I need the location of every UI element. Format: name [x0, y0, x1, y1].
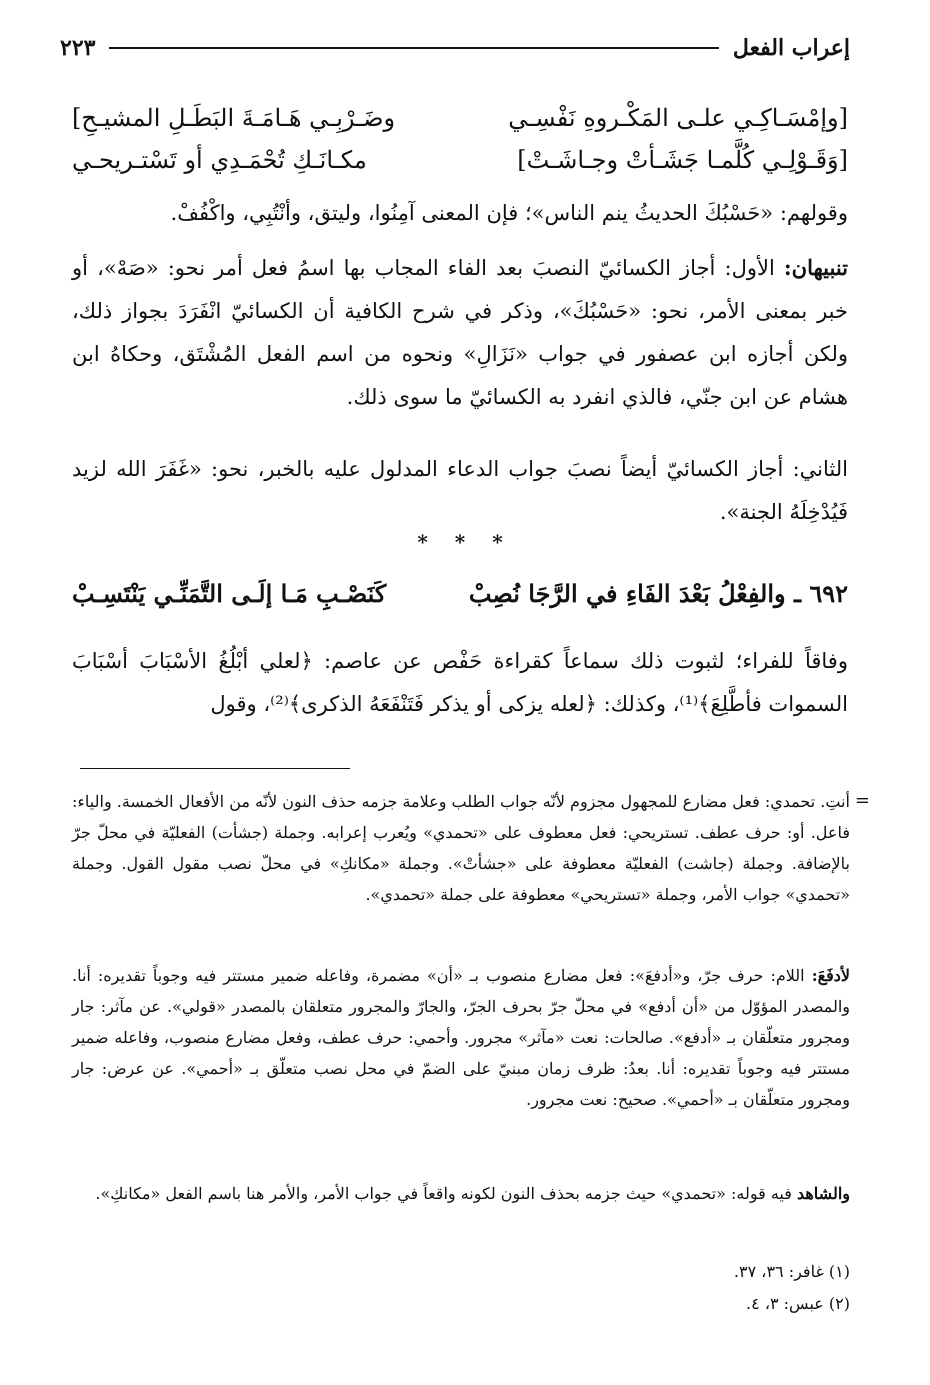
- footnote-1: [72, 786, 850, 910]
- footnote-body: تحمدي: فعل مضارع للمجهول مجزوم لأنّه جواب الطلب وعلامة جزمه حذف النون لأنّه من الأفعال الخمسة. والياء: فاعل. أو: حرف عطف. تستريحي: فعل معطوف على «تحمدي» ويُعرب إعرابه. وجملة (جشأت) الفعليّة في محلّ جرّ بالإضافة. وجملة (جاشت) الفعليّة معطوفة على «جشأتْ». وجملة «مكانكِ» في محلّ نصب مقول القول. وجملة «تحمدي» جواب الأمر، وجملة «تستريحي» معطوفة على جملة «تحمدي».: [72, 792, 850, 904]
- paragraph-text: وقولهم: «حَسْبُكَ الحديثُ ينم الناس»؛ فإن المعنى آمِنُوا، وليتق، وأنْتُبِي، واكْفُفْ.: [170, 201, 848, 225]
- page-header: [60, 30, 850, 66]
- verse-hemistich-right: [وإمْسَـاكِـي علـى المَكْـروهِ نَفْسِـي: [508, 104, 848, 132]
- paragraph-4: [72, 640, 848, 726]
- footnote-lead: لأدفَعَ:: [811, 966, 851, 985]
- reference-1: [72, 1256, 850, 1287]
- paragraph-text: وفاقاً للفراء؛ لثبوت ذلك سماعاً كقراءة حَفْص عن عاصم: ﴿لعلي أبْلُغُ الأسْبَابَ أسْبَابَ السموات فأطَّلِعَ﴾⁽¹⁾، وكذلك: ﴿لعله يزكى أو يذكر فَتَنْفَعَهُ الذكرى﴾⁽²⁾، وقول: [72, 649, 848, 716]
- footnote-body: اللام: حرف جرّ، و«أدفعَ»: فعل مضارع منصوب بـ «أن» مضمرة، وفاعله ضمير مستتر فيه وجوباً تقديره: أنا. والمصدر المؤوّل من «أن أدفع» في محلّ جرّ بحرف الجرّ، والجارّ والمجرور متعلقان بالمصدر «قولي». عن مآثر: جار ومجرور متعلّقان بـ «أدفع». صالحات: نعت «مآثر» مجرور. وأحمي: حرف عطف، وفعل مضارع منصوب، وفاعله ضمير مستتر فيه وجوباً تقديره: أنا. بعدُ: ظرف زمان مبنيّ على الضمّ في محل نصب متعلّق بـ «أحمي». عن عرض: جار ومجرور متعلّقان بـ «أحمي». صحيح: نعت مجرور.: [72, 966, 850, 1109]
- paragraph-1: [72, 192, 848, 235]
- footnote-body: فيه قوله: «تحمدي» حيث جزمه بحذف النون لكونه واقعاً في جواب الأمر، والأمر هنا باسم الفعل «مكانكِ».: [95, 1184, 792, 1203]
- verse-hemistich-left: كَنَصْـبِ مَـا إلَـى التَّمَنِّـي يَنْتَسِـبْ: [72, 579, 387, 608]
- verse-hemistich-right: [وَقَـوْلِـي كُلَّمـا جَشَـأتْ وجـاشَـتْ]: [517, 146, 848, 174]
- running-title: إعراب الفعل: [732, 35, 850, 61]
- verse-hemistich-left: مكـانَـكِ تُحْمَـدِي أو تَسْتـريحـي: [72, 146, 367, 174]
- reference-2: [72, 1288, 850, 1319]
- paragraph-text: الثاني: أجاز الكسائيّ أيضاً نصبَ جواب الدعاء المدلول عليه بالخبر، نحو: «غَفَرَ الله لزيد فَيُدْخِلَهُ الجنة».: [72, 457, 848, 524]
- section-separator: * * *: [417, 530, 513, 554]
- paragraph-text: [72, 246, 848, 419]
- continuation-mark: =: [854, 790, 870, 811]
- footnote-rule: [80, 768, 350, 769]
- paragraph-2: [72, 246, 848, 419]
- footnote-2: [72, 960, 850, 1115]
- paragraph-3: [72, 448, 848, 534]
- verse-hemistich-left: وضَـرْبِـي هَـامَـةَ البَطَـلِ المشيـحِ]: [72, 104, 396, 132]
- verse-hemistich-right: ٦٩٢ ـ والفِعْلُ بَعْدَ الفَاءِ في الرَّجَا نُصِبْ: [468, 579, 848, 608]
- heading-label: تنبيهان:: [783, 255, 848, 280]
- verse-692: [72, 572, 848, 616]
- verse-line-2: [72, 140, 848, 180]
- header-rule: [109, 47, 718, 49]
- footnote-lead: والشاهد: [796, 1184, 850, 1203]
- footnote-3: [72, 1178, 850, 1209]
- paragraph-body: الأول: أجاز الكسائيّ النصبَ بعد الفاء المجاب بها اسمُ فعل أمر نحو: «صَهْ»، أو خبر بمعنى الأمر، نحو: «حَسْبُكَ»، وذكر في شرح الكافية أن الكسائيّ انْفَرَدَ بجواز ذلك، ولكن أجازه ابن عصفور في جواب «نَزَالِ» ونحوه من اسم الفعل المُشْتَق، وحكاهُ ابن هشام عن ابن جنّي، فالذي انفرد به الكسائيّ ما سوى ذلك.: [72, 256, 848, 409]
- footnote-lead: أنتِ.: [820, 792, 850, 811]
- page-number: ٢٢٣: [60, 35, 96, 61]
- reference-text: (٢) عبس: ٣، ٤.: [746, 1294, 850, 1313]
- reference-text: (١) غافر: ٣٦، ٣٧.: [733, 1262, 850, 1281]
- verse-line-1: [72, 98, 848, 138]
